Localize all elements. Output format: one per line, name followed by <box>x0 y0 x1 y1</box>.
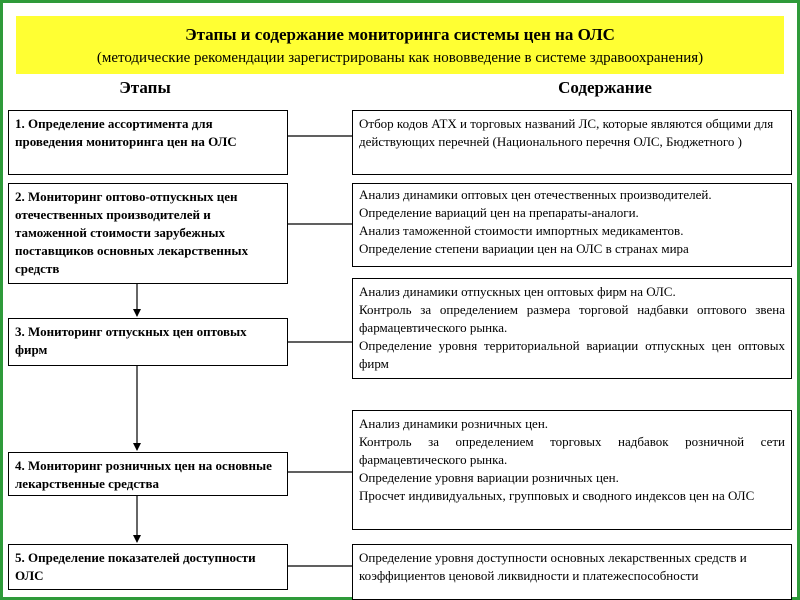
content-2-line: Определение степени вариации цен на ОЛС в странах мира <box>359 241 689 256</box>
stage-2-label: 2. Мониторинг оптово-отпускных цен отечественных производителей и таможенной стоимости зарубежных поставщиков основных лекарственных средств <box>15 189 249 276</box>
content-3-line: Определение уровня территориальной вариации отпускных цен оптовых фирм <box>359 338 785 371</box>
content-5-box <box>352 544 792 600</box>
stage-5-label: 5. Определение показателей доступности ОЛС <box>15 550 256 583</box>
slide-subtitle: (методические рекомендации зарегистрированы как нововведение в системе здравоохранения) <box>96 50 704 66</box>
content-3-line: Контроль за определением размера торговой надбавки оптового звена фармацевтического рынка. <box>359 302 785 335</box>
content-4-box <box>352 410 792 530</box>
stage-2-box <box>8 183 288 284</box>
stage-1-label: 1. Определение ассортимента для проведения мониторинга цен на ОЛС <box>15 116 237 149</box>
content-3-box <box>352 278 792 379</box>
content-4-line: Контроль за определением торговых надбавок розничной сети фармацевтического рынка. <box>359 434 785 467</box>
stages-column-heading: Этапы <box>119 78 171 97</box>
content-column-heading: Содержание <box>558 78 652 97</box>
content-3-line: Анализ динамики отпускных цен оптовых фирм на ОЛС. <box>359 284 676 299</box>
content-2-line: Анализ таможенной стоимости импортных медикаментов. <box>359 223 684 238</box>
slide-title: Этапы и содержание мониторинга системы цен на ОЛС <box>185 25 615 44</box>
stage-3-label: 3. Мониторинг отпускных цен оптовых фирм <box>15 324 247 357</box>
content-4-line: Анализ динамики розничных цен. <box>359 416 549 431</box>
content-5-line: Определение уровня доступности основных лекарственных средств и коэффициентов ценовой ликвидности и платежеспособности <box>359 550 747 583</box>
content-1-box <box>352 110 792 175</box>
content-4-line: Определение уровня вариации розничных цен. <box>359 470 619 485</box>
stage-3-box <box>8 318 288 366</box>
content-2-box <box>352 183 792 267</box>
content-2-line: Определение вариаций цен на препараты-аналоги. <box>359 205 639 220</box>
stage-1-box <box>8 110 288 175</box>
content-1-line: Отбор кодов АТХ и торговых названий ЛС, которые являются общими для действующих перечней (Национального перечня ОЛС, Бюджетного ) <box>359 116 774 149</box>
stage-4-box <box>8 452 288 496</box>
stage-5-box <box>8 544 288 590</box>
stage-4-label: 4. Мониторинг розничных цен на основные лекарственные средства <box>15 458 272 491</box>
content-4-line: Просчет индивидуальных, групповых и сводного индексов цен на ОЛС <box>359 488 755 503</box>
content-2-line: Анализ динамики оптовых цен отечественных производителей. <box>359 187 712 202</box>
